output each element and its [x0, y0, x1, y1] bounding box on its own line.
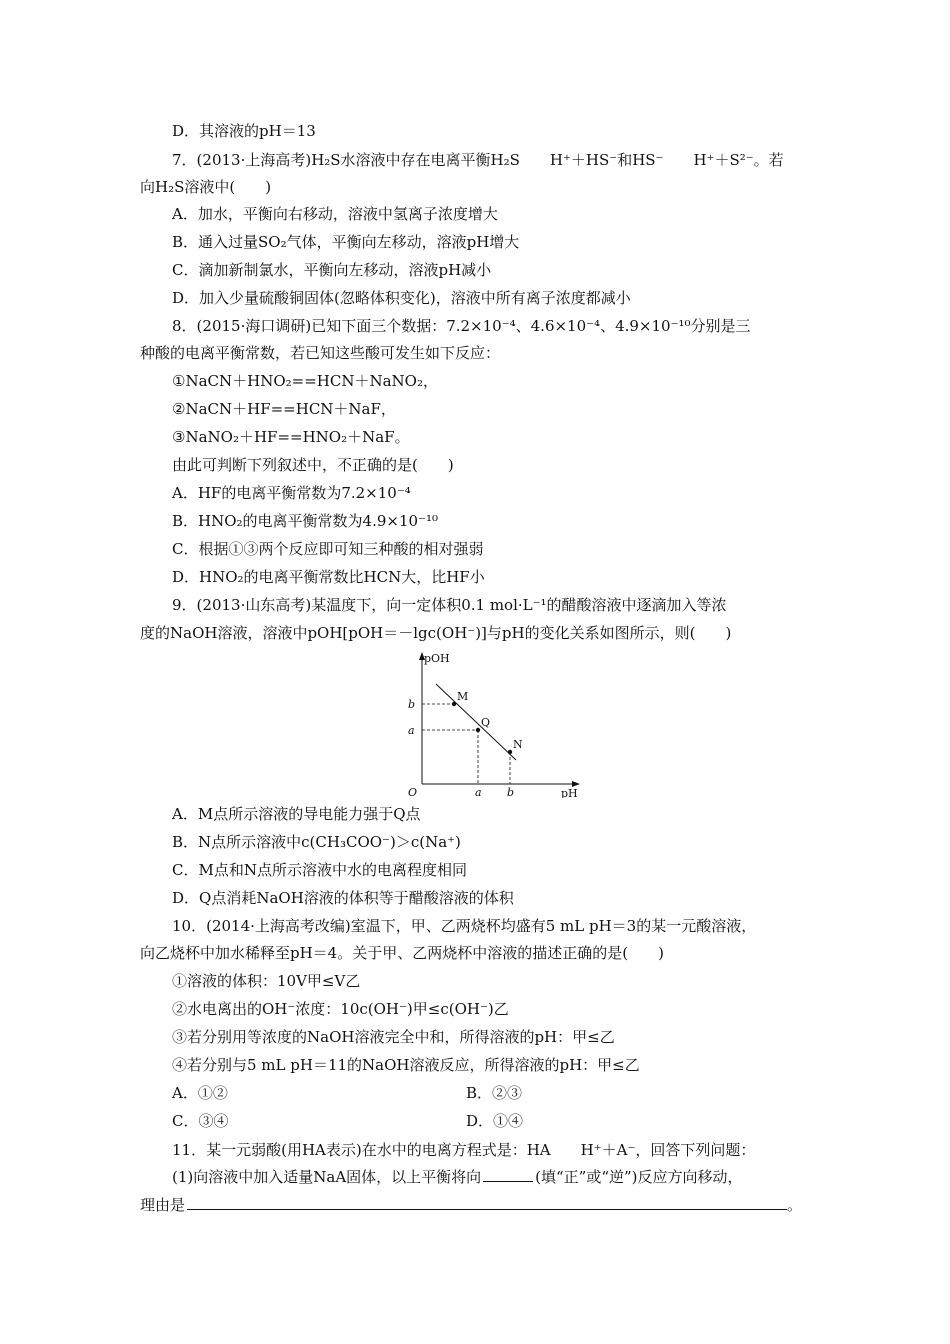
question-7-option-d: D．加入少量硫酸铜固体(忽略体积变化)，溶液中所有离子浓度都减小 [172, 289, 631, 307]
x-tick-label-a: a [475, 786, 482, 798]
statement-1: ①溶液的体积：10V甲≤V乙 [172, 972, 361, 990]
question-10-option-a: A．①② [172, 1084, 228, 1102]
question-7-option-c: C．滴加新制氯水，平衡向左移动，溶液pH减小 [172, 261, 492, 279]
text-line [0, 259, 950, 281]
text-line [0, 1166, 950, 1188]
point-label-Q: Q [481, 716, 491, 729]
text-line [0, 887, 950, 909]
statement-4: ④若分别与5 mL pH＝11的NaOH溶液反应，所得溶液的pH：甲≤乙 [172, 1056, 640, 1074]
text-line [0, 831, 950, 853]
question-9-option-b: B．N点所示溶液中c(CH₃COO⁻)＞c(Na⁺) [172, 833, 461, 851]
text-line [0, 1139, 950, 1161]
text-line [0, 287, 950, 309]
question-10-option-d: D．①④ [466, 1112, 524, 1130]
text-line [0, 1054, 950, 1076]
text-line [0, 1082, 950, 1104]
text-line [0, 859, 950, 881]
point-label-N: N [513, 738, 523, 751]
question-7-stem-cont: 向H₂S溶液中( ) [140, 178, 272, 196]
text-line [0, 231, 950, 253]
text-line [0, 203, 950, 225]
text-line [0, 1026, 950, 1048]
text-line [0, 970, 950, 992]
origin-label: O [408, 786, 418, 798]
point-M [452, 702, 456, 706]
text-line [0, 398, 950, 420]
question-8-stem-cont: 种酸的电离平衡常数，若已知这些酸可发生如下反应： [140, 344, 501, 362]
text-line [0, 426, 950, 448]
question-7-option-b: B．通入过量SO₂气体，平衡向左移动，溶液pH增大 [172, 233, 520, 251]
question-8-option-c: C．根据①③两个反应即可知三种酸的相对强弱 [172, 540, 484, 558]
point-N [508, 750, 512, 754]
question-8-option-b: B．HNO₂的电离平衡常数为4.9×10⁻¹⁰ [172, 512, 438, 530]
text-line [0, 149, 950, 171]
question-9-option-a: A．M点所示溶液的导电能力强于Q点 [172, 805, 421, 823]
question-10-option-b: B．②③ [466, 1084, 523, 1102]
chart-marks [408, 684, 523, 798]
question-9-option-d: D．Q点消耗NaOH溶液的体积等于醋酸溶液的体积 [172, 889, 514, 907]
point-Q [476, 728, 480, 732]
poh-ph-chart [366, 648, 590, 798]
x-tick-label-b: b [507, 786, 515, 798]
question-11-part-1-cont: (填“正”或“逆”)反应方向移动， [535, 1168, 743, 1186]
text-line [0, 538, 950, 560]
question-6-option-d: D．其溶液的pH＝13 [172, 122, 316, 140]
text-line [0, 482, 950, 504]
point-label-M: M [457, 690, 469, 703]
reaction-2: ②NaCN＋HF==HCN＋NaF， [172, 400, 396, 418]
trend-line [436, 684, 516, 760]
answer-blank-direction[interactable] [483, 1167, 533, 1182]
question-10-stem: 10．(2014·上海高考改编)室温下，甲、乙两烧杯均盛有5 mL pH＝3的某一元酸溶液， [172, 917, 757, 935]
text-line [0, 942, 950, 964]
text-line [0, 454, 950, 476]
text-line [0, 370, 950, 392]
reaction-1: ①NaCN＋HNO₂==HCN＋NaNO₂， [172, 372, 438, 390]
question-8-option-a: A．HF的电离平衡常数为7.2×10⁻⁴ [172, 484, 411, 502]
text-line [0, 1110, 950, 1132]
y-tick-label-a: a [408, 724, 415, 737]
y-axis-label: pOH [424, 652, 450, 665]
text-line [0, 622, 950, 644]
question-9-stem: 9．(2013·山东高考)某温度下，向一定体积0.1 mol·L⁻¹的醋酸溶液中逐滴加入等浓 [172, 596, 727, 614]
reason-end: 。 [787, 1196, 803, 1214]
text-line [0, 1194, 950, 1216]
x-axis-label: pH [561, 787, 578, 798]
question-9-option-c: C．M点和N点所示溶液中水的电离程度相同 [172, 861, 467, 879]
question-10-option-c: C．③④ [172, 1112, 229, 1130]
statement-3: ③若分别用等浓度的NaOH溶液完全中和，所得溶液的pH：甲≤乙 [172, 1028, 615, 1046]
reaction-3: ③NaNO₂＋HF==HNO₂＋NaF。 [172, 428, 410, 446]
y-tick-label-b: b [408, 698, 416, 711]
answer-blank-reason[interactable] [187, 1195, 787, 1210]
question-7-option-a: A．加水，平衡向右移动，溶液中氢离子浓度增大 [172, 205, 498, 223]
question-9-stem-cont: 度的NaOH溶液，溶液中pOH[pOH＝－lgc(OH⁻)]与pH的变化关系如图所示，则( ) [140, 624, 732, 642]
question-8-prompt: 由此可判断下列叙述中，不正确的是( ) [172, 456, 454, 474]
question-8-stem: 8．(2015·海口调研)已知下面三个数据：7.2×10⁻⁴、4.6×10⁻⁴、4.9×10⁻¹⁰分别是三 [172, 317, 751, 335]
question-11-stem: 11．某一元弱酸(用HA表示)在水中的电离方程式是：HA H⁺＋A⁻，回答下列问题： [172, 1141, 756, 1159]
reason-label: 理由是 [140, 1196, 186, 1214]
question-7-stem: 7．(2013·上海高考)H₂S水溶液中存在电离平衡H₂S H⁺＋HS⁻和HS⁻ H⁺＋S²⁻。若 [172, 151, 784, 169]
statement-2: ②水电离出的OH⁻浓度：10c(OH⁻)甲≤c(OH⁻)乙 [172, 1000, 509, 1018]
text-line [0, 803, 950, 825]
text-line [0, 594, 950, 616]
text-line [0, 915, 950, 937]
text-line [0, 998, 950, 1020]
text-line [0, 120, 950, 142]
text-line [0, 342, 950, 364]
question-10-stem-cont: 向乙烧杯中加水稀释至pH＝4。关于甲、乙两烧杯中溶液的描述正确的是( ) [140, 944, 664, 962]
text-line [0, 510, 950, 532]
text-line [0, 176, 950, 198]
text-line [0, 315, 950, 337]
question-8-option-d: D．HNO₂的电离平衡常数比HCN大，比HF小 [172, 568, 485, 586]
question-11-part-1: (1)向溶液中加入适量NaA固体，以上平衡将向 [172, 1168, 482, 1186]
text-line [0, 566, 950, 588]
